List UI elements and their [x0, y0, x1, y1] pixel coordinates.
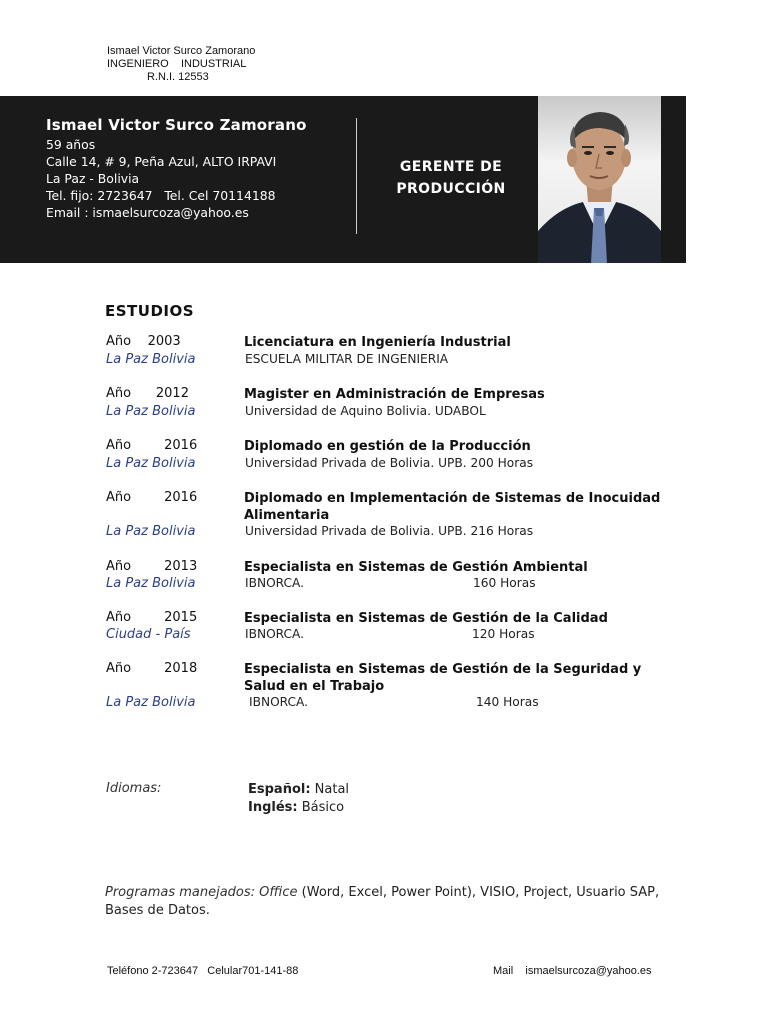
- programs-label: Programas manejados: Office: [105, 885, 298, 900]
- education-year: Año 2012: [106, 386, 189, 401]
- language-name: Inglés:: [248, 800, 298, 815]
- education-year: Año 2016: [106, 438, 198, 453]
- education-hours: 140 Horas: [476, 695, 539, 709]
- education-institution: Universidad Privada de Bolivia. UPB. 200 Horas: [245, 456, 534, 470]
- education-place: La Paz Bolivia: [106, 695, 196, 710]
- programs-section: [105, 884, 680, 920]
- education-institution: Universidad de Aquino Bolivia. UDABOL: [245, 404, 486, 418]
- language-level: Natal: [310, 782, 350, 797]
- education-title: Especialista en Sistemas de Gestión de la Calidad: [244, 611, 608, 626]
- education-year: Año 2015: [106, 610, 198, 625]
- education-institution: ESCUELA MILITAR DE INGENIERIA: [245, 352, 449, 366]
- job-role: [376, 156, 526, 200]
- role-line-1: GERENTE DE: [399, 159, 503, 175]
- age: 59 años: [46, 137, 96, 152]
- programs-text: (Word, Excel, Power Point), VISIO, Project, Usuario SAP, Bases de Datos.: [105, 885, 660, 918]
- footer-mail: Mail ismaelsurcoza@yahoo.es: [493, 965, 652, 977]
- footer-phones: Teléfono 2-723647 Celular701-141-88: [107, 965, 299, 977]
- education-place: La Paz Bolivia: [106, 352, 196, 367]
- portrait-image: [538, 96, 661, 263]
- education-title: Diplomado en gestión de la Producción: [244, 439, 531, 454]
- language-name: Español:: [248, 782, 311, 797]
- header-profession: INGENIERO INDUSTRIAL: [107, 58, 247, 70]
- education-title: Especialista en Sistemas de Gestión de la Seguridad y Salud en el Trabajo: [244, 662, 642, 694]
- email: Email : ismaelsurcoza@yahoo.es: [46, 205, 249, 220]
- education-year: Año 2018: [106, 661, 198, 676]
- languages-list: [248, 781, 349, 817]
- language-level: Básico: [297, 800, 345, 815]
- education-hours: 160 Horas: [473, 576, 536, 590]
- education-place: La Paz Bolivia: [106, 456, 196, 471]
- language-spanish: [248, 781, 349, 799]
- education-place: La Paz Bolivia: [106, 404, 196, 419]
- education-year: Año 2003: [106, 334, 181, 349]
- education-place: La Paz Bolivia: [106, 576, 196, 591]
- education-title: Magister en Administración de Empresas: [244, 387, 545, 402]
- education-institution: IBNORCA.: [249, 695, 309, 709]
- section-title-estudios: ESTUDIOS: [105, 302, 195, 320]
- address: Calle 14, # 9, Peña Azul, ALTO IRPAVI: [46, 154, 277, 169]
- education-institution: IBNORCA.: [245, 627, 305, 641]
- education-title: Licenciatura en Ingeniería Industrial: [244, 335, 511, 350]
- education-hours: 120 Horas: [472, 627, 535, 641]
- education-title: Diplomado en Implementación de Sistemas de Inocuidad Alimentaria: [244, 491, 661, 523]
- language-english: [248, 799, 349, 817]
- banner-divider: [356, 118, 357, 234]
- role-line-2: PRODUCCIÓN: [396, 181, 506, 197]
- education-title: Especialista en Sistemas de Gestión Ambiental: [244, 560, 588, 575]
- education-institution: Universidad Privada de Bolivia. UPB. 216 Horas: [245, 524, 534, 538]
- education-institution: IBNORCA.: [245, 576, 305, 590]
- banner-name: Ismael Victor Surco Zamorano: [46, 116, 307, 134]
- profile-banner: [0, 96, 686, 263]
- phones: Tel. fijo: 2723647 Tel. Cel 70114188: [46, 188, 276, 203]
- education-year: Año 2013: [106, 559, 198, 574]
- education-place: La Paz Bolivia: [106, 524, 196, 539]
- header-name: Ismael Victor Surco Zamorano: [107, 45, 256, 57]
- profile-photo: [538, 96, 661, 263]
- idiomas-label: Idiomas:: [106, 781, 162, 796]
- education-year: Año 2016: [106, 490, 198, 505]
- document-header: [107, 45, 255, 84]
- education-place: Ciudad - País: [106, 627, 191, 642]
- header-rni: R.N.I. 12553: [147, 71, 209, 83]
- city: La Paz - Bolivia: [46, 171, 140, 186]
- contact-info: [46, 136, 276, 221]
